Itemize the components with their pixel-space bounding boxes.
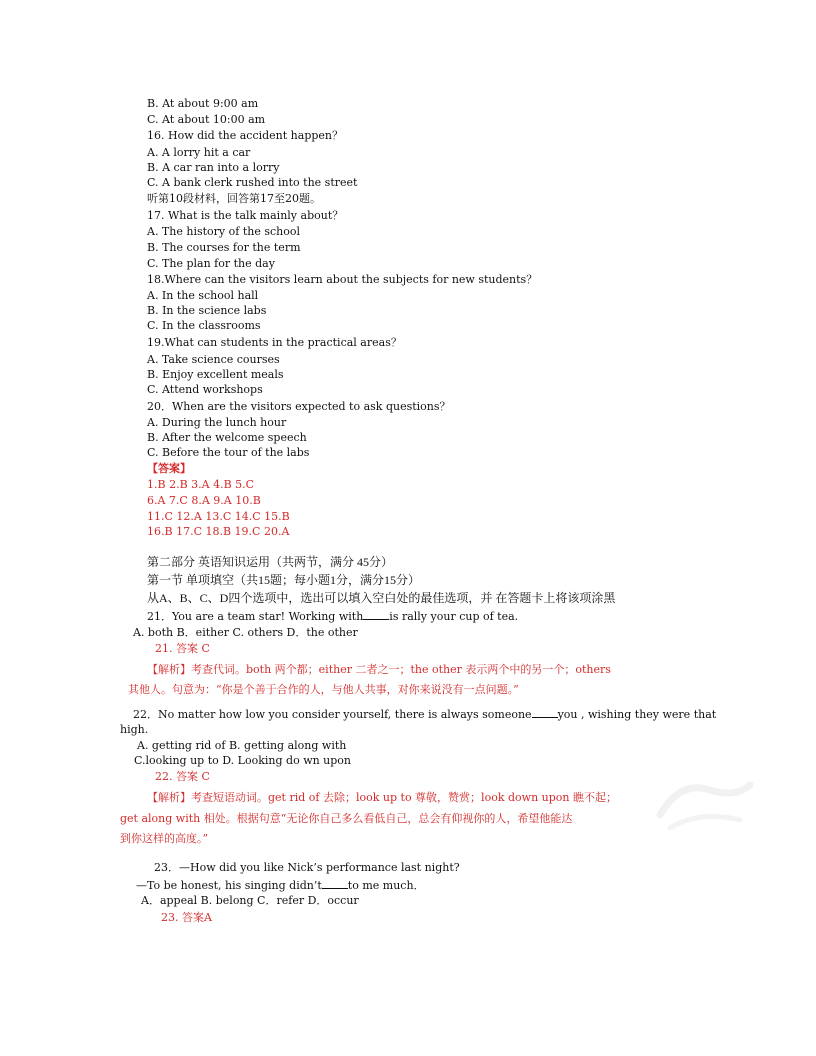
q23-reply-after: to me much． bbox=[347, 879, 425, 892]
q23-options: A．appeal B. belong C．refer D．occur bbox=[141, 894, 359, 907]
q21-analysis: 【解析】考查代词。both 两个都；either 二者之一；the other 表示两个中的另一个；others bbox=[147, 663, 611, 676]
q22-answer: 22. 答案 C bbox=[155, 770, 210, 783]
q23-answer: 23. 答案A bbox=[161, 911, 212, 924]
q21-stem-after: is rally your cup of tea. bbox=[389, 610, 519, 623]
q15-option-c: C. At about 10:00 am bbox=[147, 113, 266, 126]
q22-options: A. getting rid of B. getting along with bbox=[137, 739, 347, 752]
q18-option-c: C. In the classrooms bbox=[147, 319, 261, 332]
q22-stem-after: you , wishing they were that bbox=[557, 708, 717, 721]
watermark-logo bbox=[640, 770, 770, 840]
q22-stem-before: 22．No matter how low you consider yourself, there is always someone bbox=[133, 708, 532, 721]
q22-options: C.looking up to D. Looking do wn upon bbox=[134, 754, 352, 767]
q20-option-a: A. During the lunch hour bbox=[147, 416, 287, 429]
q18-option-a: A. In the school hall bbox=[147, 289, 259, 302]
q22-stem-cont: high. bbox=[120, 723, 149, 736]
q20-stem: 20．When are the visitors expected to ask questions？ bbox=[147, 400, 451, 413]
q22-analysis-cont: get along with 相处。根据句意“无论你自己多么看低自己，总会有仰视你的人，希望他能达 bbox=[120, 812, 573, 825]
q19-option-a: A. Take science courses bbox=[147, 353, 280, 366]
q18-stem: 18.Where can the visitors learn about the subjects for new students？ bbox=[147, 273, 538, 286]
q19-stem: 19.What can students in the practical areas？ bbox=[147, 336, 402, 349]
q21-analysis-cont: 其他人。句意为：“你是个善于合作的人，与他人共事，对你来说没有一点问题。” bbox=[128, 683, 519, 696]
q23-stem: 23．—How did you like Nick’s performance last night? bbox=[154, 861, 460, 874]
answer-key-row: 1.B 2.B 3.A 4.B 5.C bbox=[147, 478, 255, 491]
q15-option-b: B. At about 9:00 am bbox=[147, 97, 259, 110]
answer-key-row: 6.A 7.C 8.A 9.A 10.B bbox=[147, 494, 261, 507]
q21-blank bbox=[363, 608, 389, 620]
q16-stem: 16. How did the accident happen？ bbox=[147, 129, 343, 142]
part2-title: 第二部分 英语知识运用（共两节，满分 45分） bbox=[147, 555, 394, 569]
q23-reply bbox=[136, 877, 425, 894]
q19-option-c: C. Attend workshops bbox=[147, 383, 263, 396]
q21-stem bbox=[147, 608, 518, 625]
part2-section1-title: 第一节 单项填空（共15题；每小题1分，满分15分） bbox=[147, 573, 421, 587]
passage10-note: 听第10段材料，回答第17至20题。 bbox=[147, 192, 321, 205]
q17-option-c: C. The plan for the day bbox=[147, 257, 275, 270]
q22-analysis-cont: 到你这样的高度。” bbox=[120, 832, 209, 845]
answer-key-label: 【答案】 bbox=[147, 462, 191, 475]
q21-stem-before: 21．You are a team star! Working with bbox=[147, 610, 364, 623]
q16-option-b: B. A car ran into a lorry bbox=[147, 161, 280, 174]
q20-option-c: C. Before the tour of the labs bbox=[147, 446, 310, 459]
answer-key-row: 11.C 12.A 13.C 14.C 15.B bbox=[147, 510, 290, 523]
q19-option-b: B. Enjoy excellent meals bbox=[147, 368, 284, 381]
q21-answer: 21. 答案 C bbox=[155, 642, 210, 655]
q23-blank bbox=[322, 877, 348, 889]
q16-option-c: C. A bank clerk rushed into the street bbox=[147, 176, 358, 189]
q22-analysis: 【解析】考查短语动词。get rid of 去除；look up to 尊敬，赞赏；look down upon 瞧不起； bbox=[147, 791, 617, 804]
q21-options: A. both B．either C. others D．the other bbox=[133, 626, 358, 639]
q20-option-b: B. After the welcome speech bbox=[147, 431, 307, 444]
q17-stem: 17. What is the talk mainly about？ bbox=[147, 209, 344, 222]
q23-reply-before: —To be honest, his singing didn’t bbox=[136, 879, 322, 892]
q22-stem bbox=[133, 706, 716, 723]
q17-option-b: B. The courses for the term bbox=[147, 241, 301, 254]
q17-option-a: A. The history of the school bbox=[147, 225, 300, 238]
part2-instruction: 从A、B、C、D四个选项中，选出可以填入空白处的最佳选项，并 在答题卡上将该项涂黑 bbox=[147, 591, 616, 605]
q16-option-a: A. A lorry hit a car bbox=[147, 146, 251, 159]
answer-key-row: 16.B 17.C 18.B 19.C 20.A bbox=[147, 525, 290, 538]
q22-blank bbox=[532, 706, 558, 718]
q18-option-b: B. In the science labs bbox=[147, 304, 267, 317]
